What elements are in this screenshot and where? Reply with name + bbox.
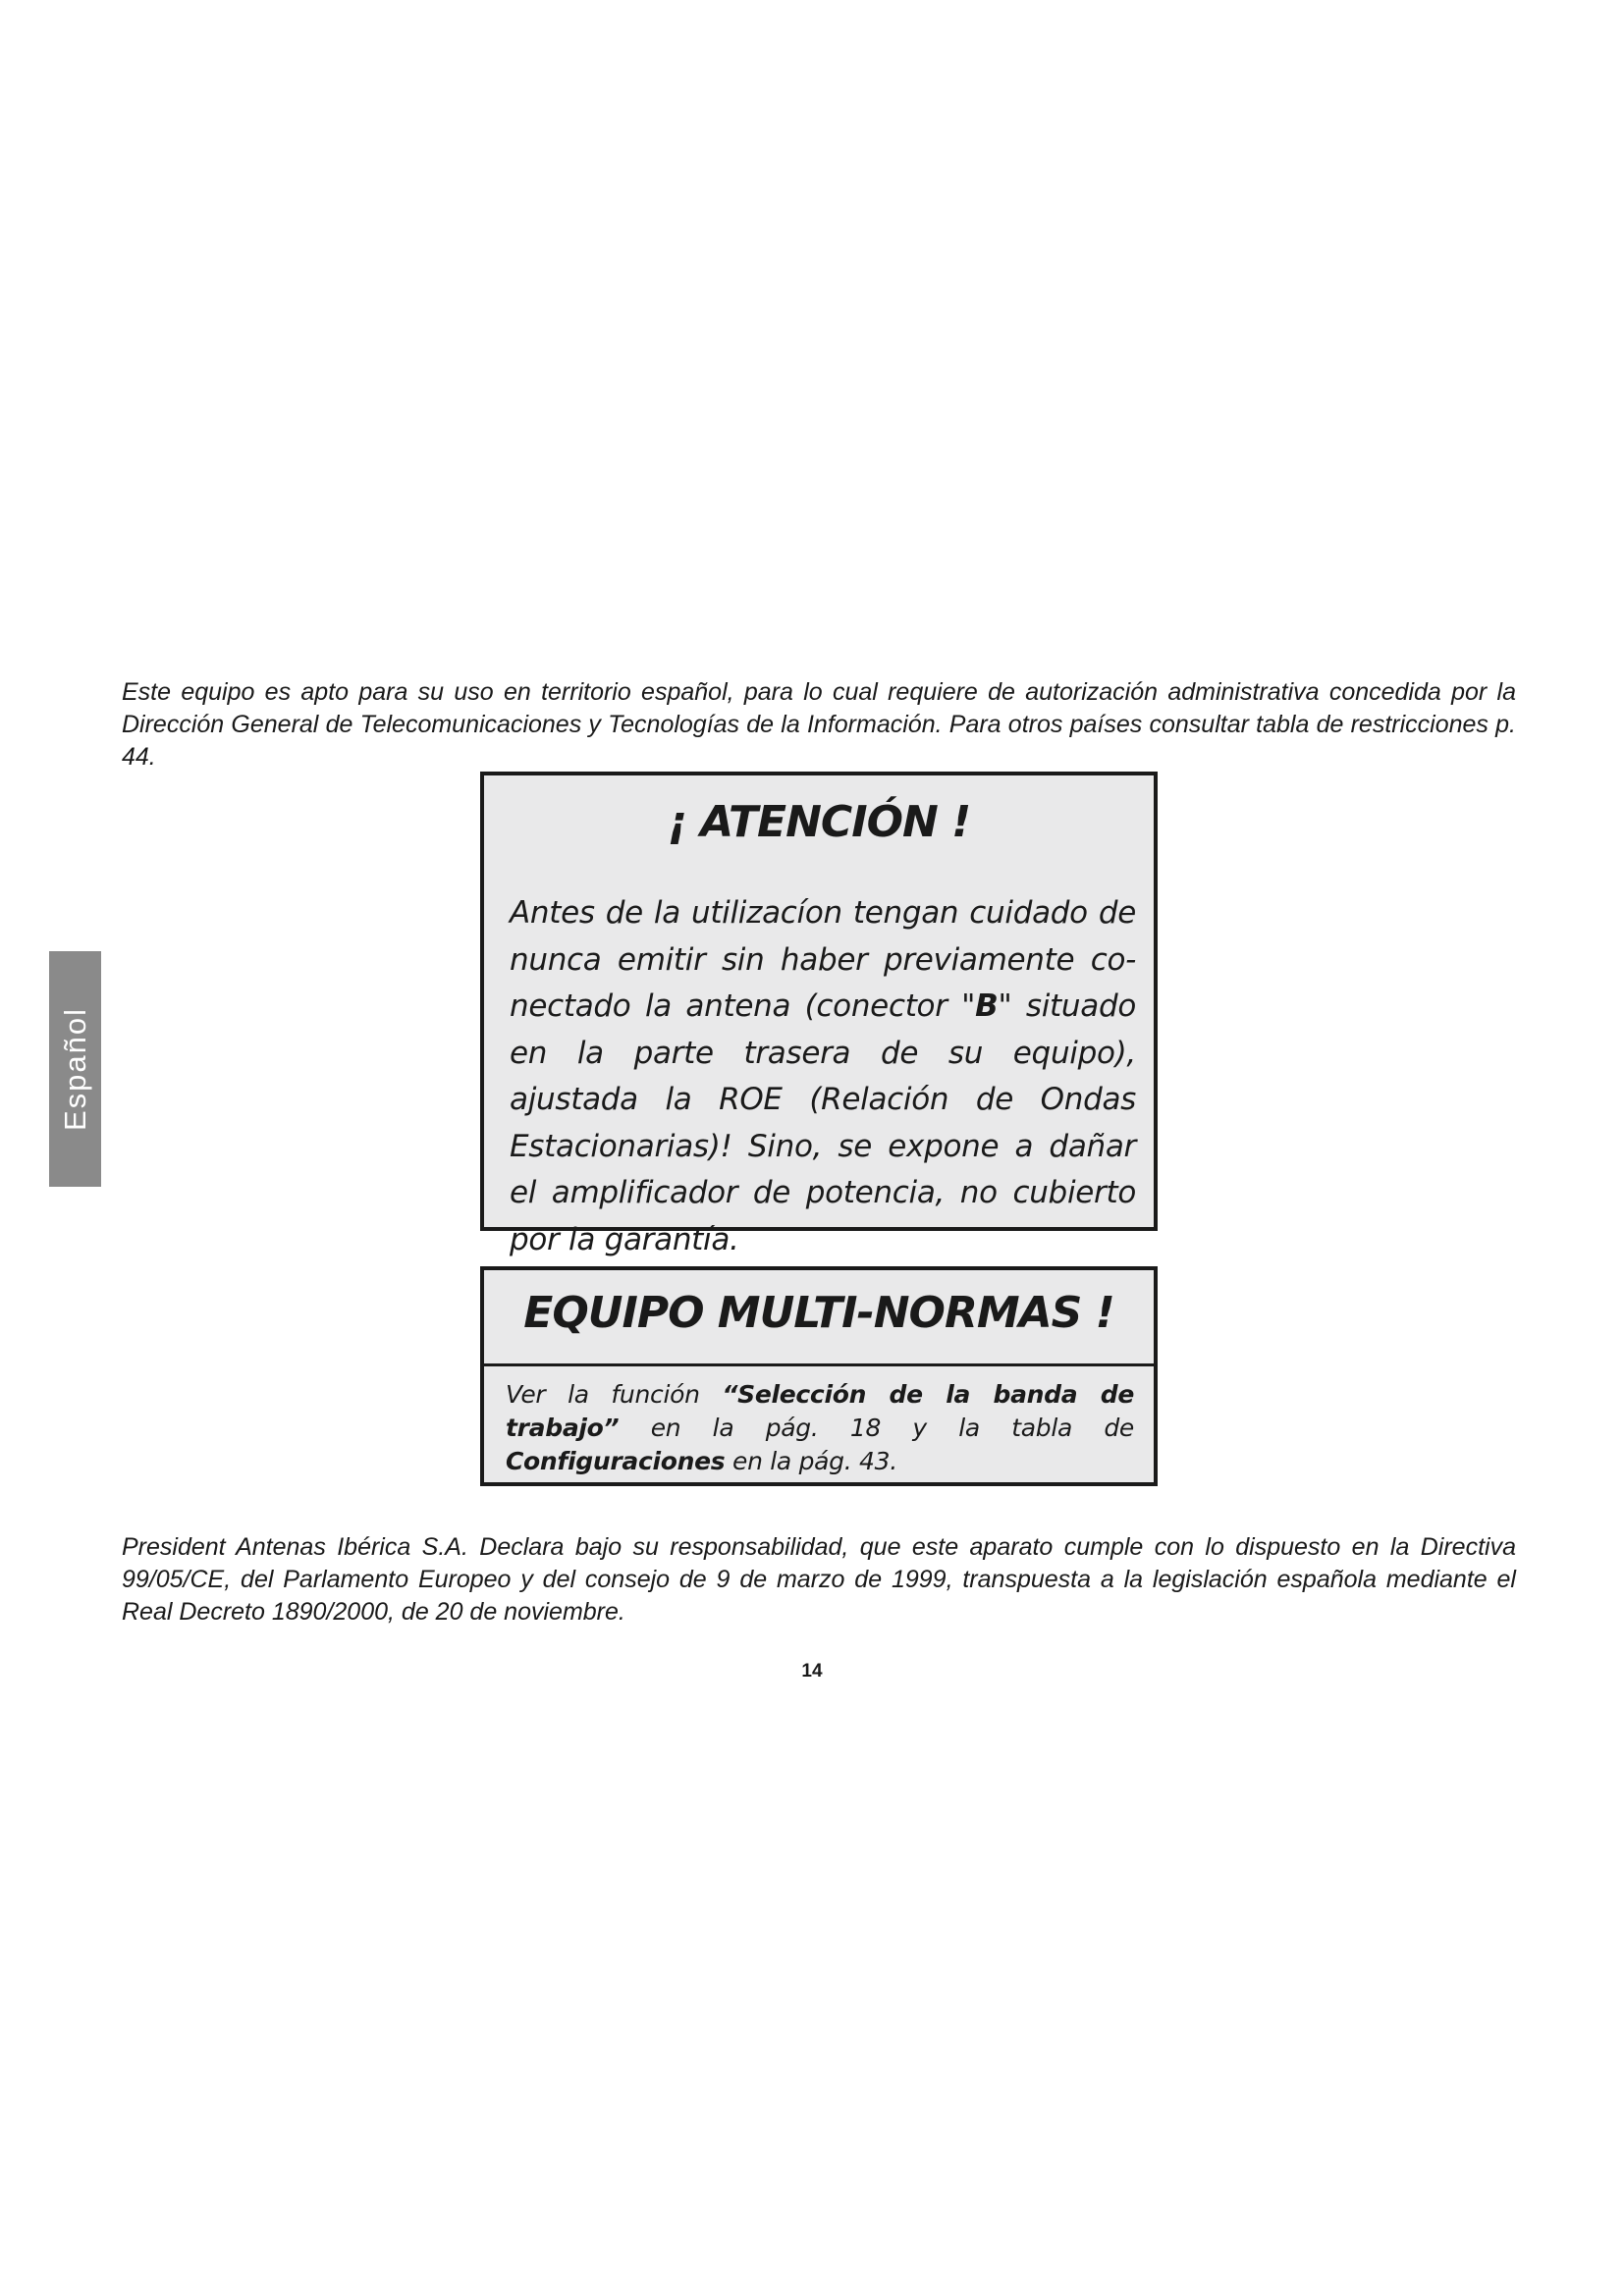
multi-body-part3: en la pág. 43. [725, 1447, 897, 1475]
multi-standard-title-section [484, 1270, 1154, 1366]
attention-box [480, 772, 1158, 1257]
multi-standard-body [506, 1378, 1134, 1478]
multi-body-configurations: Configuraciones [506, 1447, 726, 1475]
attention-body-part2: " situado en la parte trasera de su equipo), ajustada la ROE (Relación de Ondas Estacionarias)! Sino, se expone a dañar el amplificador de potencia, no cubierto por la garantía. [510, 988, 1136, 1257]
multi-body-part2: en la pág. 18 y la tabla de [619, 1414, 1134, 1442]
attention-body [510, 890, 1136, 1263]
multi-standard-title: EQUIPO MULTI-NORMAS ! [523, 1288, 1114, 1338]
declaration-paragraph: President Antenas Ibérica S.A. Declara bajo su responsabilidad, que este aparato cumple con lo dispuesto en la Directiva 99/05/CE, del Parlamento Europeo y del consejo de 9 de marzo de 1999, transpuesta a la legislación española mediante el Real Decreto 1890/2000, de 20 de noviembre. [122, 1533, 1516, 1626]
attention-title: ¡ ATENCIÓN ! [667, 797, 971, 847]
multi-body-part1: Ver la función [506, 1380, 723, 1409]
attention-body-connector: B [975, 988, 999, 1024]
intro-paragraph: Este equipo es apto para su uso en territorio español, para lo cual requiere de autorización administrativa concedida por la Dirección General de Telecomunicaciones y Tecnologías de la Información. Para otros países consultar tabla de restricciones p. 44. [122, 678, 1516, 771]
language-side-tab-label: Español [57, 1006, 92, 1132]
language-side-tab [49, 951, 101, 1187]
multi-body-function-name: “Selección de la banda de trabajo” [506, 1380, 1134, 1442]
attention-body-part1: Antes de la utilizacíon tengan cuidado de nunca emitir sin haber previamente co-nectado la antena (conector " [510, 895, 1136, 1024]
multi-standard-box [480, 1266, 1158, 1486]
page-number: 14 [801, 1661, 823, 1682]
